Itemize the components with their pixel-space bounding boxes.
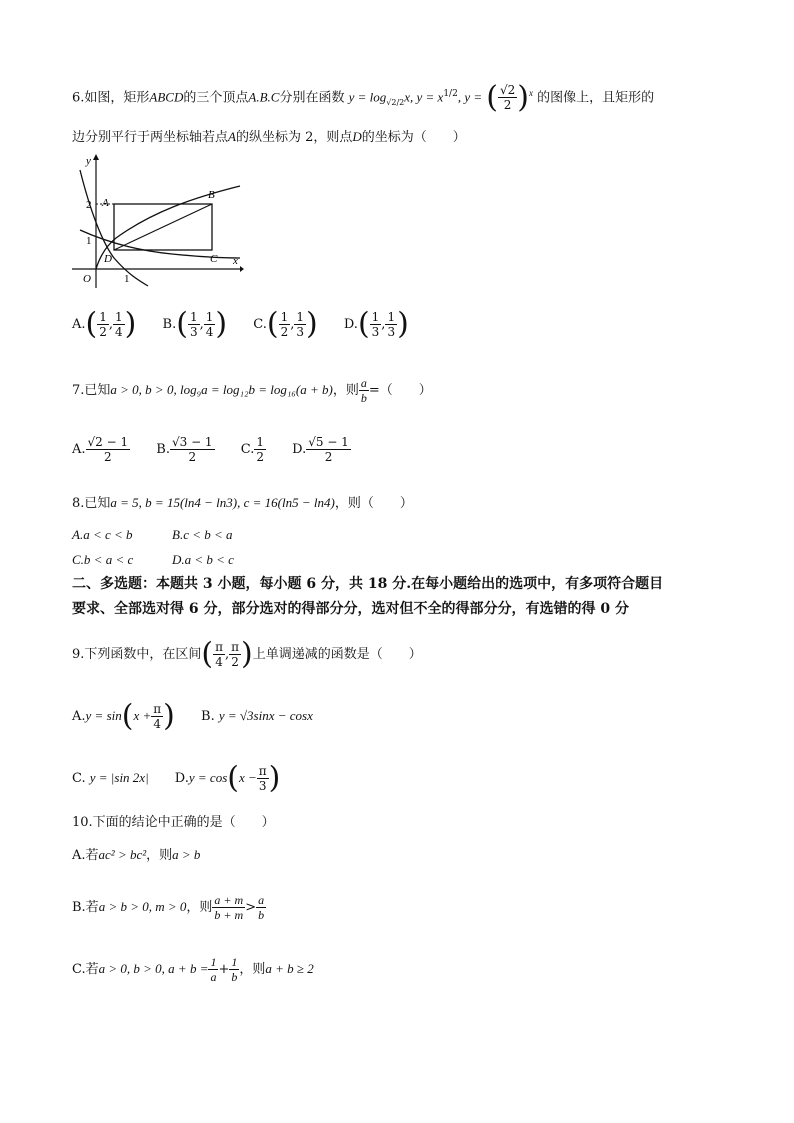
- q9-option-c: C. y = |sin 2x|: [72, 770, 149, 786]
- q7-option-d: D. $\frac{√5 - 1}{2}$: [292, 435, 349, 464]
- fig-label-B: B: [208, 189, 215, 201]
- q9-options-row1: [72, 698, 335, 735]
- fig-label-D: D: [104, 253, 112, 265]
- q10-option-c: C.若a > 0, b > 0, a + b = $\frac{1}{a}$ + $\frac{1}{b}$ ，则a + b ≥ 2: [72, 955, 314, 984]
- q7-option-c: C. $\frac{1}{2}$: [240, 435, 264, 464]
- q6-figure: [72, 150, 244, 288]
- fig-label-C: C: [210, 253, 218, 265]
- q8-option-c: C.b < a < c: [72, 552, 134, 567]
- q9-option-a: A.y = sin(x + $\frac{\pi}{4}$ ): [72, 698, 175, 734]
- q9-option-d: D.y = cos(x − $\frac{\pi}{3}$ ): [174, 760, 281, 796]
- q8-option-a: A.a < c < b: [72, 527, 133, 542]
- q6-option-a: A.( $\frac{1}{2}$ , $\frac{1}{4}$ ): [72, 306, 137, 342]
- fig-label-y: y: [86, 155, 91, 167]
- q7-options: [72, 432, 373, 468]
- q8-options-row1: [72, 524, 233, 547]
- q6-option-c: C.( $\frac{1}{2}$ , $\frac{1}{3}$ ): [253, 306, 318, 342]
- q8-option-d: D.a < b < c: [172, 552, 234, 567]
- fig-label-A: A: [102, 197, 109, 209]
- q8-option-b: B.c < b < a: [172, 527, 233, 542]
- section2-title-line1: 二、多选题：本题共 3 小题，每小题 6 分，共 18 分.在每小题给出的选项中，有多项符合题目: [72, 576, 664, 592]
- q6-stem-line1: 6.如图，矩形ABCD的三个顶点A.B.C分别在函数 $y = \log_{√2/2}x$, $y = x^{1/2}$, y = ( $\frac{√2}{2}$ )$^x$ 的图像上，且矩形的: [72, 79, 655, 115]
- q6-option-b: B.( $\frac{1}{3}$ , $\frac{1}{4}$ ): [162, 306, 228, 342]
- q6-options: [72, 308, 431, 342]
- fig-label-1x: 1: [124, 273, 130, 285]
- q9-option-b: B. y = √3sinx − cosx: [201, 708, 313, 724]
- q9-stem: 9.下列函数中，在区间( $\frac{\pi}{4}$ , $\frac{\pi}{2}$ )上单调递减的函数是（ ）: [72, 636, 422, 672]
- section2-title-line2: 要求、全部选对得 6 分，部分选对的得部分分，选对但不全的得部分分，有选错的得 0 分: [72, 601, 629, 617]
- q6-stem-line2: 边分别平行于两坐标轴若点A的纵坐标为 2，则点D的坐标为（ ）: [72, 129, 466, 145]
- fig-label-2: 2: [86, 199, 92, 211]
- q7-option-a: A. $\frac{√2 - 1}{2}$: [72, 435, 129, 464]
- fig-label-o: O: [83, 273, 91, 285]
- q10-stem: 10.下面的结论中正确的是（ ）: [72, 815, 275, 830]
- q7-option-b: B. $\frac{√3 - 1}{2}$: [156, 435, 213, 464]
- q7-stem: 7.已知a > 0, b > 0, log₉a = log₁₂b = log₁₆(a + b)，则 $\frac{a}{b}$ =（ ）: [72, 376, 432, 405]
- fig-label-x: x: [233, 255, 238, 267]
- q8-options-row2: [72, 549, 234, 572]
- q10-option-a: A.若ac² > bc²，则a > b: [72, 847, 201, 863]
- q6-option-d: D.( $\frac{1}{3}$ , $\frac{1}{3}$ ): [343, 306, 409, 342]
- fig-label-1y: 1: [86, 235, 92, 247]
- q10-option-b: B.若a > b > 0, m > 0，则 $\frac{a + m}{b + m}$ > $\frac{a}{b}$: [72, 893, 265, 922]
- q8-stem: 8.已知a = 5, b = 15(ln4 − ln3), c = 16(ln5 − ln4)，则（ ）: [72, 495, 413, 511]
- q9-options-row2: [72, 760, 302, 797]
